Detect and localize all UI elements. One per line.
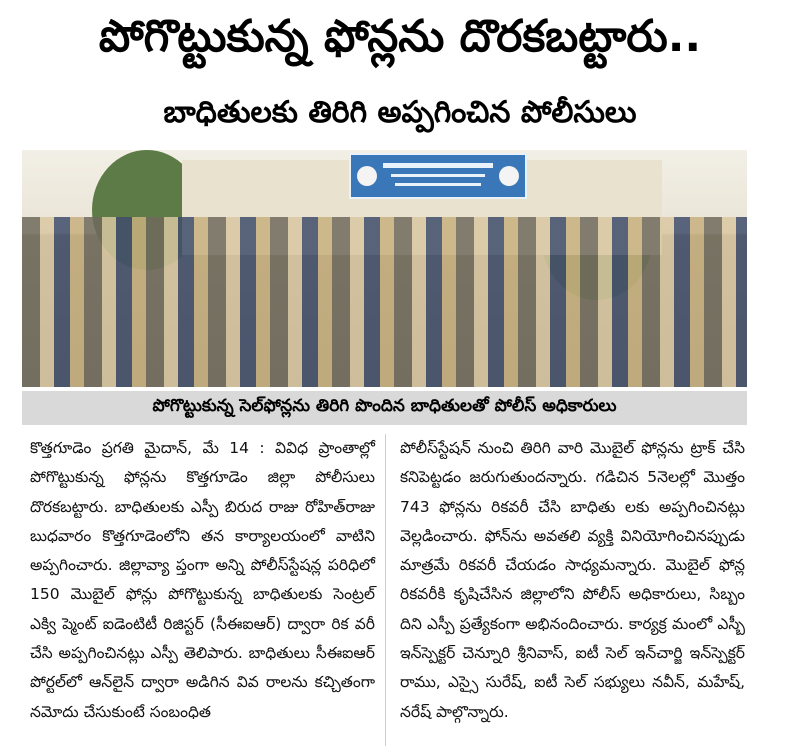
article-text-left: కొత్తగూడెం ప్రగతి మైదాన్, మే 14 : వివిధ ప్రాంతాల్లో పోగొట్టుకున్న ఫోన్లను కొత్తగూడెం జిల్లా పోలీసులు దొరకబట్టారు. బాధితులకు ఎస్పీ బిరుద రాజు రోహిత్‌రాజు బుధవారం కొత్తగూడెంలోని తన కార్యాలయంలో వాటిని అప్పగించారు. జిల్లావ్యా ప్తంగా అన్ని పోలీస్‌స్టేషన్ల పరిధిలో 150 మొబైల్ ఫోన్లు పోగొట్టుకున్న బాధితులకు సెంట్రల్ ఎక్వి ప్మెంట్ ఐడెంటిటీ రిజిస్టర్ (సీఈఐఆర్) ద్వారా రిక వరీ చేసి అప్పగించినట్లు ఎస్పీ తెలిపారు. బాధితులు సీఈఐఆర్ పోర్టల్‌లో ఆన్‌లైన్ ద్వారా అడిగిన వివ రాలను కచ్చితంగా నమోదు చేసుకుంటే సంబంధిత — [30, 439, 375, 721]
subheadline-text: బాధితులకు తిరిగి అప్పగించిన పోలీసులు — [163, 95, 637, 130]
article-text-right: పోలీస్‌స్టేషన్ నుంచి తిరిగి వారి మొబైల్ ఫోన్లను ట్రాక్ చేసి కనిపెట్టడం జరుగుతుందన్నారు. గడిచిన 5నెలల్లో మొత్తం 743 ఫోన్లను రికవరీ చేసి బాధితు లకు అప్పగించినట్లు వెల్లడించారు. ఫోన్‌ను అవతలి వ్యక్తి వినియోగించినప్పుడు మాత్రమే రికవరీ చేయడం సాధ్యమన్నారు. మొబైల్ ఫోన్ల రికవరీకి కృషిచేసిన జిల్లాలోని పోలీస్ అధికారులు, సిబ్బం దిని ఎస్పీ ప్రత్యేకంగా అభినందించారు. కార్యక్ర మంలో ఎస్బీ ఇన్‌స్పెక్టర్ చెన్నూరి శ్రీనివాస్, ఐటీ సెల్ ఇన్‌చార్జి ఇన్‌స్పెక్టర్ రాము, ఎస్సై సురేష్, ఐటీ సెల్ సభ్యులు నవీన్, మహేష్, నరేష్ పాల్గొన్నారు. — [400, 439, 745, 721]
group-of-people — [22, 217, 747, 387]
headline — [0, 0, 800, 84]
subheadline — [0, 90, 800, 142]
office-sign — [349, 153, 527, 199]
article-column-right — [400, 434, 745, 727]
news-photo — [22, 150, 747, 387]
caption-text: పోగొట్టుకున్న సెల్‌ఫోన్లను తిరిగి పొందిన బాధితులతో పోలీస్ అధికారులు — [152, 396, 617, 416]
headline-text: పోగొట్టుకున్న ఫోన్లను దొరకబట్టారు.. — [98, 11, 702, 62]
photo-caption — [22, 391, 747, 425]
office-sign-art — [351, 155, 525, 197]
column-divider — [385, 434, 386, 746]
article-column-left — [30, 434, 375, 727]
